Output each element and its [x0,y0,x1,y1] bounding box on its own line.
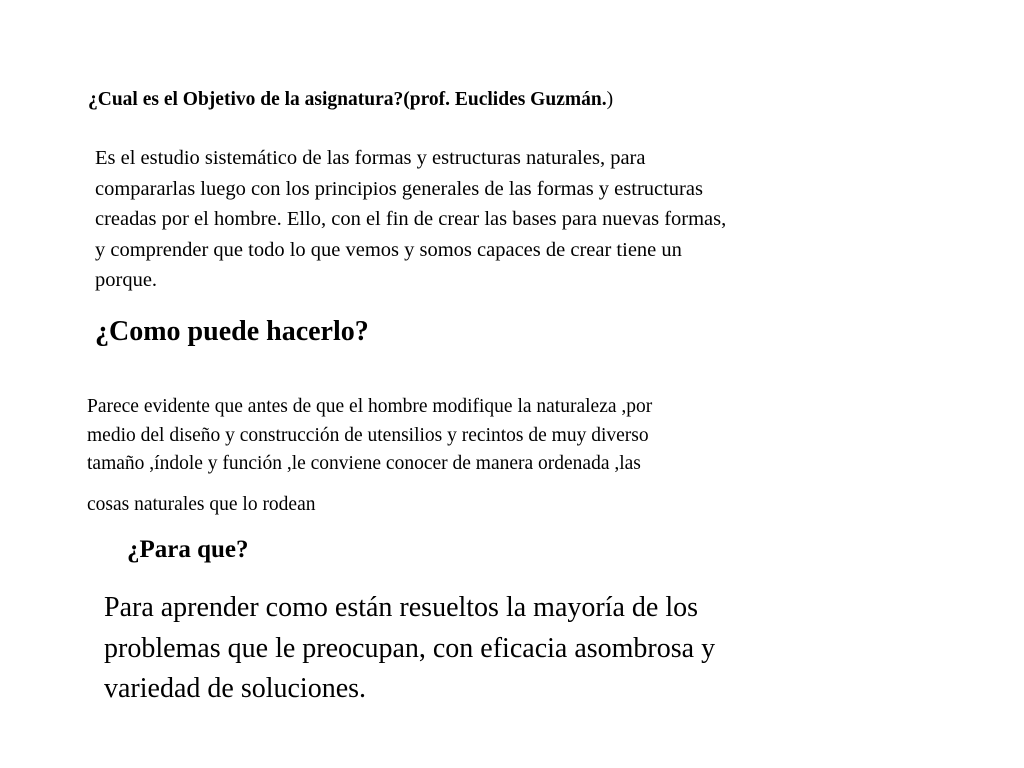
how-line-2: medio del diseño y construcción de utensilios y recintos de muy diverso [87,424,649,446]
how-line-3: tamaño ,índole y función ,le conviene conocer de manera ordenada ,las [87,453,641,474]
objective-line-4: y comprender que todo lo que vemos y somos capaces de crear tiene un [95,238,682,261]
why-line-3: variedad de soluciones. [104,673,367,704]
how-paragraph [87,393,652,519]
how-question-heading: ¿Como puede hacerlo? [95,316,369,347]
why-line-1: Para aprender como están resueltos la mayoría de los [104,592,699,623]
objective-paragraph [95,143,726,296]
slide-title-closing-paren: ) [606,89,614,110]
objective-line-2: compararlas luego con los principios generales de las formas y estructuras [95,177,703,200]
slide-title [88,86,613,114]
objective-line-1: Es el estudio sistemático de las formas y estructuras naturales, para [95,147,646,169]
why-paragraph [104,588,715,710]
how-line-4: cosas naturales que lo rodean [87,493,316,515]
objective-line-5: porque. [95,269,158,291]
how-line-1: Parece evidente que antes de que el hombre modifique la naturaleza ,por [87,396,653,417]
objective-line-3: creadas por el hombre. Ello, con el fin de crear las bases para nuevas formas, [95,208,727,230]
why-question-heading: ¿Para que? [127,536,249,563]
why-line-2: problemas que le preocupan, con eficacia asombrosa y [104,632,716,664]
slide-title-text: ¿Cual es el Objetivo de la asignatura?(prof. Euclides Guzmán. [88,89,607,110]
